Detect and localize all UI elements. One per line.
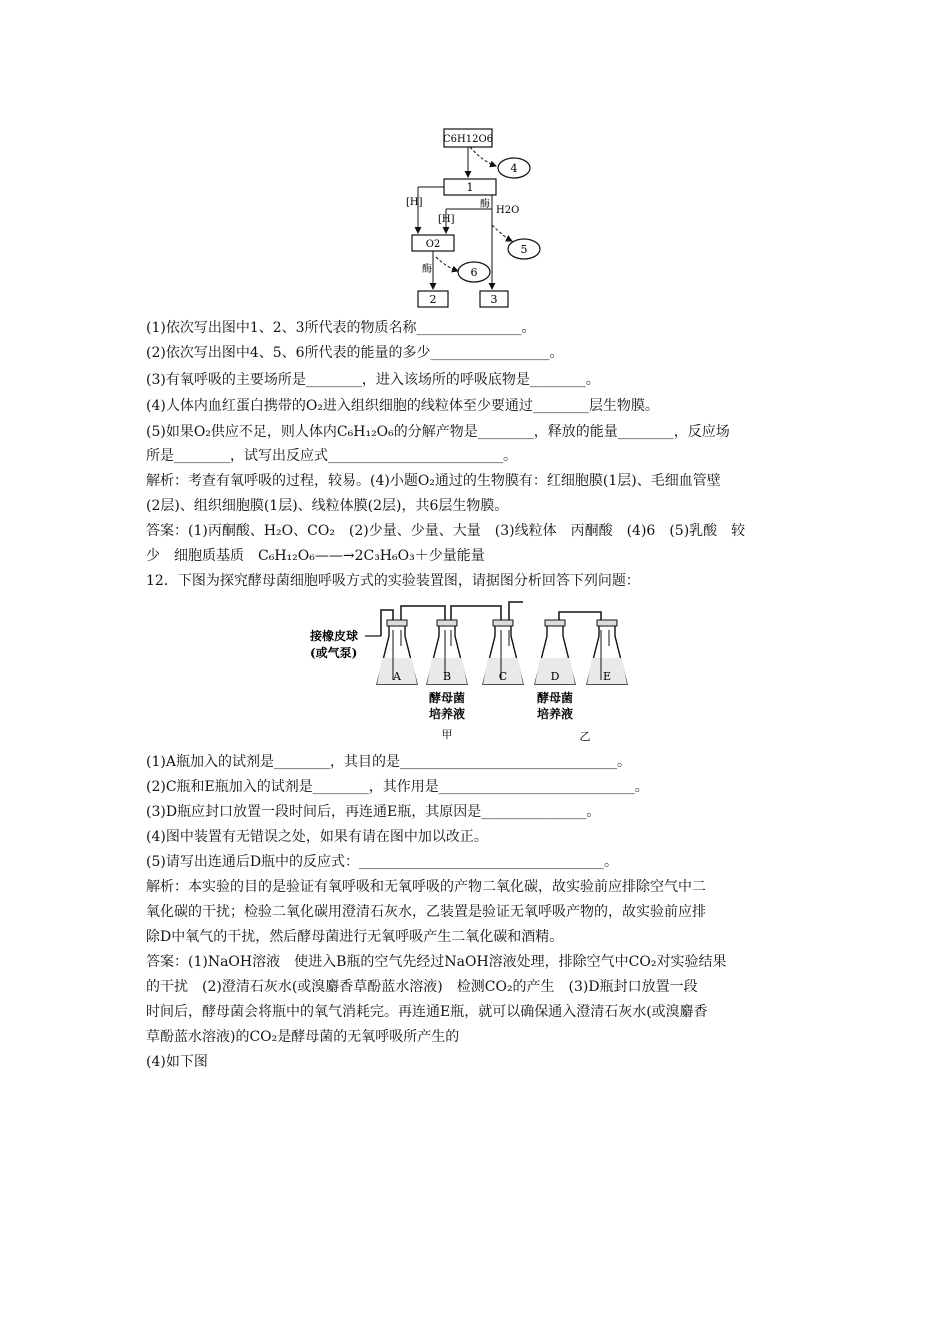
question-line-3: (3)有氧呼吸的主要场所是________，进入该场所的呼吸底物是________。 bbox=[146, 372, 600, 388]
q12-line-4: (4)图中装置有无错误之处，如果有请在图中加以改正。 bbox=[146, 829, 488, 845]
question-line-5: (5)如果O₂供应不足，则人体内C₆H₁₂O₆的分解产物是________，释放的能量________，反应场 bbox=[146, 424, 730, 440]
glucose-label: C6H12O6 bbox=[442, 134, 494, 145]
q12-answer-3: 时间后，酵母菌会将瓶中的氧气消耗完。再连通E瓶，就可以确保通入澄清石灰水(或溴麝香 bbox=[146, 1004, 708, 1020]
box-1-label: 1 bbox=[466, 181, 474, 194]
answer-line-1: 答案：(1)丙酮酸、H₂O、CO₂ (2)少量、少量、大量 (3)线粒体 丙酮酸 (4)6 (5)乳酸 较 bbox=[146, 523, 746, 539]
flask-d-label: D bbox=[550, 670, 560, 683]
q12-answer-4: 草酚蓝水溶液)的CO₂是酵母菌的无氧呼吸所产生的 bbox=[146, 1029, 460, 1045]
water-label: H2O bbox=[496, 205, 520, 216]
question-line-6: 所是________，试写出反应式_________________________。 bbox=[146, 448, 517, 464]
flask-a-label: A bbox=[393, 670, 401, 683]
flask-c-label: C bbox=[498, 670, 508, 683]
enzyme-label-1: 酶 bbox=[480, 199, 490, 210]
q12-line-2: (2)C瓶和E瓶加入的试剂是________，其作用是____________________________。 bbox=[146, 779, 649, 795]
q12-analysis-1: 解析：本实验的目的是验证有氧呼吸和无氧呼吸的产物二氧化碳，故实验前应排除空气中二 bbox=[146, 879, 706, 895]
q12-answer-2: 的干扰 (2)澄清石灰水(或溴麝香草酚蓝水溶液) 检测CO₂的产生 (3)D瓶封口放置一段 bbox=[146, 979, 698, 995]
group-yi-label: 乙 bbox=[579, 730, 591, 743]
energy-5-label: 5 bbox=[520, 243, 528, 256]
yeast-caption-1a: 酵母菌 bbox=[428, 691, 466, 705]
question-line-1: (1)依次写出图中1、2、3所代表的物质名称_______________。 bbox=[146, 320, 536, 336]
flask-a bbox=[377, 620, 417, 684]
q12-answer-5: (4)如下图 bbox=[146, 1054, 208, 1070]
question-line-2: (2)依次写出图中4、5、6所代表的能量的多少_________________。 bbox=[146, 345, 564, 361]
q12-analysis-3: 除D中氧气的干扰，然后酵母菌进行无氧呼吸产生二氧化碳和酒精。 bbox=[146, 929, 564, 945]
flask-d bbox=[535, 620, 575, 684]
yeast-caption-1b: 培养液 bbox=[428, 707, 466, 721]
q12-line-5: (5)请写出连通后D瓶中的反应式：___________________________________。 bbox=[146, 854, 619, 870]
yeast-caption-2b: 培养液 bbox=[536, 707, 574, 721]
energy-6-label: 6 bbox=[470, 266, 478, 279]
energy-4-label: 4 bbox=[510, 162, 518, 175]
pump-label-1: 接橡皮球 bbox=[310, 629, 359, 643]
flask-c bbox=[483, 620, 523, 684]
flask-e bbox=[587, 620, 627, 684]
q12-answer-1: 答案：(1)NaOH溶液 使进入B瓶的空气先经过NaOH溶液处理，排除空气中CO₂对实验结果 bbox=[146, 954, 727, 970]
analysis-line-2: (2层)、组织细胞膜(1层)、线粒体膜(2层)，共6层生物膜。 bbox=[146, 498, 509, 514]
flask-e-label: E bbox=[602, 670, 612, 683]
q12-line-3: (3)D瓶应封口放置一段时间后，再连通E瓶，其原因是_______________。 bbox=[146, 804, 601, 820]
yeast-caption-2a: 酵母菌 bbox=[536, 691, 574, 705]
question-line-4: (4)人体内血红蛋白携带的O₂进入组织细胞的线粒体至少要通过________层生物膜。 bbox=[146, 398, 659, 414]
h-label-1: [H] bbox=[406, 197, 423, 208]
h-label-2: [H] bbox=[438, 214, 455, 225]
box-3-label: 3 bbox=[490, 293, 498, 306]
answer-line-2: 少 细胞质基质 C₆H₁₂O₆——→2C₃H₆O₃＋少量能量 bbox=[146, 548, 485, 564]
flask-b bbox=[427, 620, 467, 684]
q12-line-1: (1)A瓶加入的试剂是________，其目的是_______________________________。 bbox=[146, 754, 631, 770]
q12-analysis-2: 氧化碳的干扰；检验二氧化碳用澄清石灰水，乙装置是验证无氧呼吸产物的，故实验前应排 bbox=[146, 904, 706, 920]
group-jia-label: 甲 bbox=[441, 728, 453, 741]
question-12-title: 12．下图为探究酵母菌细胞呼吸方式的实验装置图，请据图分析回答下列问题： bbox=[146, 573, 640, 589]
respiration-diagram bbox=[400, 125, 560, 310]
yeast-apparatus-diagram bbox=[305, 600, 650, 745]
pump-label-2: (或气泵) bbox=[310, 646, 358, 660]
flask-b-label: B bbox=[442, 670, 452, 683]
enzyme-label-2: 酶 bbox=[422, 264, 432, 275]
box-2-label: 2 bbox=[429, 293, 437, 306]
o2-label: O2 bbox=[425, 239, 441, 250]
analysis-line-1: 解析：考查有氧呼吸的过程，较易。(4)小题O₂通过的生物膜有：红细胞膜(1层)、毛细血管壁 bbox=[146, 473, 721, 489]
